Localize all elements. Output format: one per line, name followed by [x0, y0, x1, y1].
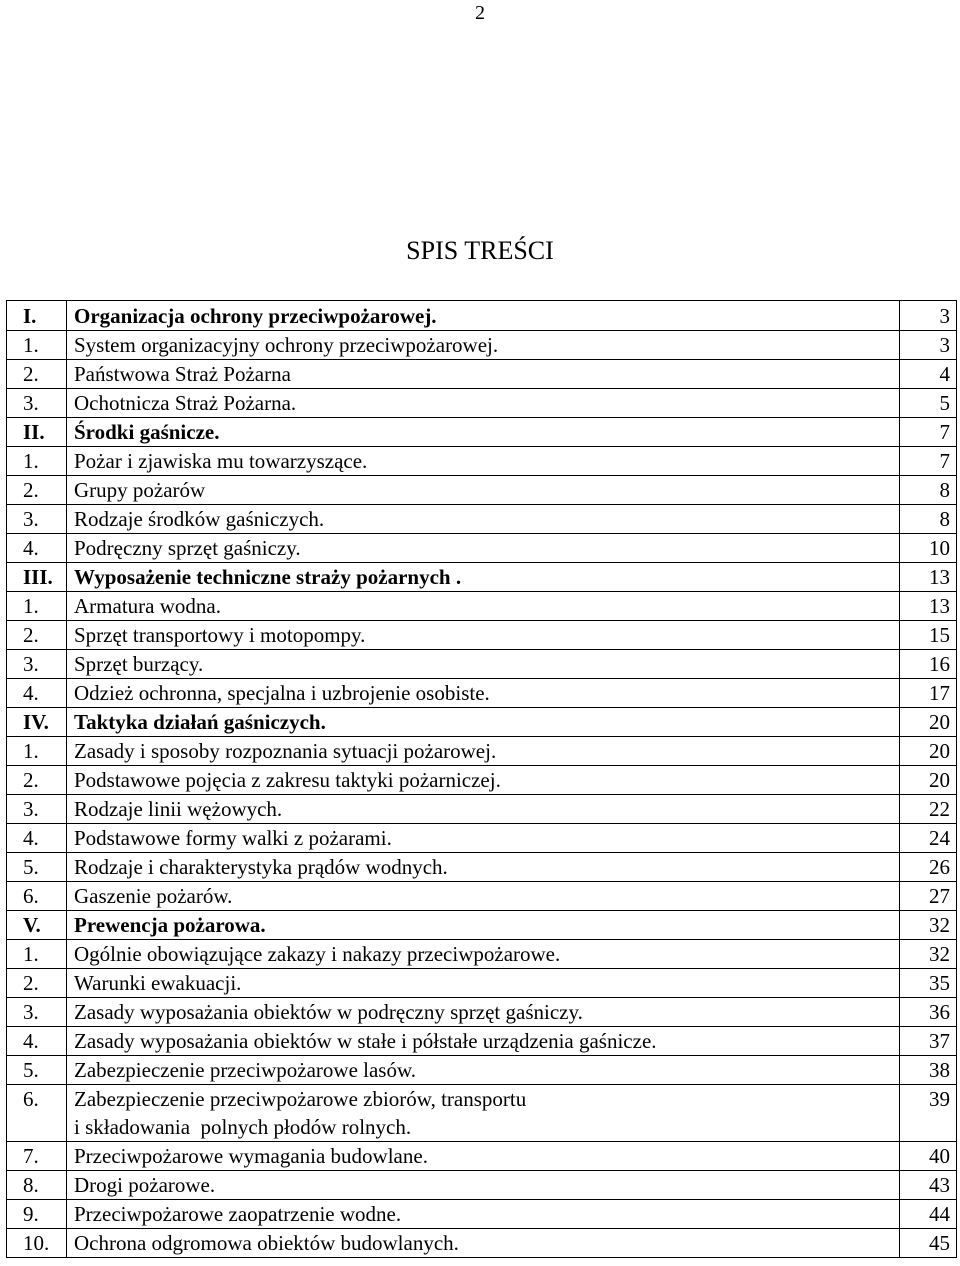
toc-entry-page: 26	[900, 853, 957, 882]
toc-entry-title: Rodzaje linii wężowych.	[67, 795, 900, 824]
toc-entry-title: Zasady wyposażania obiektów w stałe i półstałe urządzenia gaśnicze.	[67, 1027, 900, 1056]
toc-entry-row	[7, 1171, 957, 1200]
toc-entry-page: 17	[900, 679, 957, 708]
toc-entry-title: System organizacyjny ochrony przeciwpożarowej.	[67, 331, 900, 360]
toc-entry-page: 32	[900, 940, 957, 969]
toc-entry-number: I.	[7, 301, 67, 331]
toc-entry-page: 36	[900, 998, 957, 1027]
toc-entry-number: III.	[7, 563, 67, 592]
toc-entry-page: 16	[900, 650, 957, 679]
toc-entry-title: Taktyka działań gaśniczych.	[67, 708, 900, 737]
toc-entry-number: 4.	[7, 1027, 67, 1056]
toc-entry-page: 3	[900, 331, 957, 360]
toc-entry-row	[7, 534, 957, 563]
toc-entry-number: IV.	[7, 708, 67, 737]
toc-entry-title: Podręczny sprzęt gaśniczy.	[67, 534, 900, 563]
toc-entry-page: 15	[900, 621, 957, 650]
toc-entry-title-line-1: Zabezpieczenie przeciwpożarowe zbiorów, transportu	[74, 1087, 527, 1111]
table-of-contents	[6, 300, 957, 1258]
page-number: 2	[475, 2, 485, 24]
toc-entry-number: 4.	[7, 534, 67, 563]
toc-entry-title: Warunki ewakuacji.	[67, 969, 900, 998]
toc-entry-number: 3.	[7, 998, 67, 1027]
toc-entry-title: Zasady i sposoby rozpoznania sytuacji pożarowej.	[67, 737, 900, 766]
toc-entry-number: 2.	[7, 621, 67, 650]
toc-entry-number: 1.	[7, 447, 67, 476]
toc-entry-title: Grupy pożarów	[67, 476, 900, 505]
toc-entry-page: 8	[900, 476, 957, 505]
toc-section-row	[7, 301, 957, 331]
toc-entry-row	[7, 331, 957, 360]
toc-entry-row	[7, 940, 957, 969]
toc-entry-title: Przeciwpożarowe zaopatrzenie wodne.	[67, 1200, 900, 1229]
toc-entry-page: 20	[900, 766, 957, 795]
toc-entry-title: Podstawowe pojęcia z zakresu taktyki pożarniczej.	[67, 766, 900, 795]
toc-entry-number: 5.	[7, 1056, 67, 1085]
toc-entry-page: 27	[900, 882, 957, 911]
toc-entry-title-line-2: i składowania polnych płodów rolnych.	[74, 1115, 412, 1139]
toc-entry-number: 4.	[7, 824, 67, 853]
toc-section-row	[7, 911, 957, 940]
toc-entry-number: 1.	[7, 592, 67, 621]
toc-entry-row	[7, 1085, 957, 1142]
toc-entry-row	[7, 1142, 957, 1171]
toc-entry-page: 4	[900, 360, 957, 389]
document-title: SPIS TREŚCI	[406, 236, 554, 265]
toc-entry-number: 4.	[7, 679, 67, 708]
toc-entry-row	[7, 592, 957, 621]
toc-entry-title: Organizacja ochrony przeciwpożarowej.	[67, 301, 900, 331]
toc-entry-page: 10	[900, 534, 957, 563]
toc-entry-title: Pożar i zjawiska mu towarzyszące.	[67, 447, 900, 476]
toc-entry-page: 13	[900, 592, 957, 621]
toc-entry-page: 32	[900, 911, 957, 940]
toc-entry-page: 45	[900, 1229, 957, 1258]
toc-entry-page: 35	[900, 969, 957, 998]
toc-entry-row	[7, 853, 957, 882]
toc-entry-row	[7, 1229, 957, 1258]
toc-entry-number: 2.	[7, 476, 67, 505]
toc-section-row	[7, 418, 957, 447]
toc-entry-number: 2.	[7, 766, 67, 795]
toc-entry-number: 3.	[7, 505, 67, 534]
toc-entry-title: Ochrona odgromowa obiektów budowlanych.	[67, 1229, 900, 1258]
toc-entry-page: 13	[900, 563, 957, 592]
toc-entry-title: Podstawowe formy walki z pożarami.	[67, 824, 900, 853]
toc-entry-number: 1.	[7, 331, 67, 360]
toc-entry-row	[7, 476, 957, 505]
toc-entry-number: 9.	[7, 1200, 67, 1229]
toc-entry-number: 2.	[7, 969, 67, 998]
toc-entry-row	[7, 1027, 957, 1056]
toc-entry-row	[7, 882, 957, 911]
toc-entry-number: 1.	[7, 940, 67, 969]
toc-entry-title: Odzież ochronna, specjalna i uzbrojenie osobiste.	[67, 679, 900, 708]
toc-section-row	[7, 563, 957, 592]
toc-entry-row	[7, 1200, 957, 1229]
toc-entry-row	[7, 447, 957, 476]
toc-entry-number: 1.	[7, 737, 67, 766]
toc-entry-title: Przeciwpożarowe wymagania budowlane.	[67, 1142, 900, 1171]
toc-entry-page: 7	[900, 418, 957, 447]
toc-entry-page: 37	[900, 1027, 957, 1056]
toc-entry-row	[7, 998, 957, 1027]
toc-entry-page: 43	[900, 1171, 957, 1200]
toc-entry-title: Drogi pożarowe.	[67, 1171, 900, 1200]
toc-entry-page: 20	[900, 737, 957, 766]
toc-entry-title	[67, 1085, 900, 1142]
toc-entry-row	[7, 824, 957, 853]
toc-entry-title: Państwowa Straż Pożarna	[67, 360, 900, 389]
toc-entry-row	[7, 650, 957, 679]
toc-entry-number: 3.	[7, 650, 67, 679]
toc-entry-title: Wyposażenie techniczne straży pożarnych .	[67, 563, 900, 592]
toc-entry-row	[7, 969, 957, 998]
toc-entry-number: 6.	[7, 1085, 67, 1142]
toc-entry-number: 6.	[7, 882, 67, 911]
toc-entry-page: 7	[900, 447, 957, 476]
toc-section-row	[7, 708, 957, 737]
toc-entry-title: Rodzaje i charakterystyka prądów wodnych.	[67, 853, 900, 882]
toc-entry-title: Gaszenie pożarów.	[67, 882, 900, 911]
toc-entry-page: 39	[900, 1085, 957, 1142]
toc-entry-number: 8.	[7, 1171, 67, 1200]
toc-entry-page: 40	[900, 1142, 957, 1171]
toc-body	[7, 301, 957, 1258]
toc-entry-page: 5	[900, 389, 957, 418]
toc-entry-title: Zasady wyposażania obiektów w podręczny sprzęt gaśniczy.	[67, 998, 900, 1027]
toc-entry-page: 3	[900, 301, 957, 331]
toc-entry-page: 24	[900, 824, 957, 853]
toc-entry-title: Środki gaśnicze.	[67, 418, 900, 447]
toc-entry-page: 22	[900, 795, 957, 824]
toc-entry-row	[7, 505, 957, 534]
toc-entry-title: Rodzaje środków gaśniczych.	[67, 505, 900, 534]
toc-entry-title: Sprzęt transportowy i motopompy.	[67, 621, 900, 650]
toc-entry-row	[7, 389, 957, 418]
toc-entry-title: Armatura wodna.	[67, 592, 900, 621]
toc-entry-number: 7.	[7, 1142, 67, 1171]
toc-entry-page: 8	[900, 505, 957, 534]
toc-entry-row	[7, 360, 957, 389]
toc-entry-page: 44	[900, 1200, 957, 1229]
toc-entry-row	[7, 1056, 957, 1085]
toc-entry-row	[7, 679, 957, 708]
toc-entry-title: Ogólnie obowiązujące zakazy i nakazy przeciwpożarowe.	[67, 940, 900, 969]
toc-entry-row	[7, 795, 957, 824]
toc-entry-title: Zabezpieczenie przeciwpożarowe lasów.	[67, 1056, 900, 1085]
toc-entry-number: 3.	[7, 389, 67, 418]
toc-entry-number: 3.	[7, 795, 67, 824]
toc-entry-number: 5.	[7, 853, 67, 882]
toc-entry-row	[7, 621, 957, 650]
toc-entry-number: V.	[7, 911, 67, 940]
toc-entry-number: II.	[7, 418, 67, 447]
toc-entry-title: Prewencja pożarowa.	[67, 911, 900, 940]
toc-entry-title: Sprzęt burzący.	[67, 650, 900, 679]
toc-entry-number: 2.	[7, 360, 67, 389]
toc-entry-page: 38	[900, 1056, 957, 1085]
toc-entry-title: Ochotnicza Straż Pożarna.	[67, 389, 900, 418]
toc-entry-row	[7, 737, 957, 766]
toc-entry-number: 10.	[7, 1229, 67, 1258]
toc-entry-row	[7, 766, 957, 795]
toc-entry-page: 20	[900, 708, 957, 737]
